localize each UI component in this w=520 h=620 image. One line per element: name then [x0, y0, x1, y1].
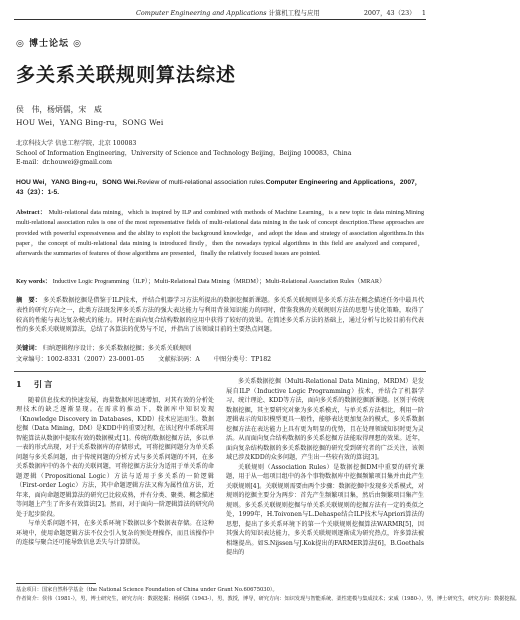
citation: HOU Wei，YANG Bing-ru，SONG Wei.Review of multi-relational association rules.Computer Engineering and Applications，2007，43（23）：1-5.	[16, 179, 422, 197]
running-header-journal: Computer Engineering and Applications 计算机工程与应用	[136, 9, 320, 17]
document-code: 文献标识码：A	[158, 356, 200, 363]
running-header	[14, 5, 426, 19]
keywords-label: Key words：	[16, 278, 52, 285]
affiliation-en: School of Information Engineering，University of Science and Technology Beijing，Beijing 100083，China	[16, 149, 352, 157]
running-header-issue: 2007，43（23） 1	[363, 9, 426, 17]
authors-en: HOU Wei，YANG Bing-ru，SONG Wei	[16, 118, 164, 127]
article-meta	[16, 355, 424, 365]
keywords-cn	[16, 344, 424, 354]
keywords-cn-label: 关键词：	[16, 345, 41, 352]
abstract-label: Abstract：	[16, 209, 47, 216]
header-rule	[14, 19, 426, 20]
paragraph: 随着信息技术的快速发展，海量数据库迅速增加，对其有效的分析处理技术的缺乏逐渐显现。在需求的推动下，数据库中知识发现（Knowledge Discovery in Databases，KDD）技术应运而生。数据挖掘（Data Mining，DM）是KDD中的重要过程，在该过程中系统采用智能算法从数据中提取有效的数据模式[1]。传统的数据挖掘方法，多以单一表的形式出现，对于关系数据库的存储形式，可将挖掘问题分为单关系问题与多关系问题，由于传统问题的分析方式与多关系问题的不同，在多关系数据库中的各个表的关联问题，可将挖掘方法分为适用于单关系的命题逻辑（Propositional Logic）方法与适用于多关系的一阶逻辑（First-order Logic）方法，其中命题逻辑方法又称为属性值方法，近年来，面向命题逻辑算法的研究已比较成熟，并有分类、聚类、概念描述等问题上产生了许多有效算法[2]。然而，对于面向一阶逻辑算法的研究尚处于起步阶段。	[16, 396, 214, 518]
page-number: 1	[421, 9, 426, 17]
meta-rule	[14, 371, 426, 372]
paragraph: 关联规则（Association Rules）是数据挖掘DM中重要的研究课题，用于从一组项目组中的各个事物数据库中挖掘频繁项目集并由此产生关联规则[4]。关联规则需要由两个步骤：数据挖掘中发现多关系模式，对规则的挖掘主要分为两步：首先产生频繁项目集，然后由频繁项目集产生规则。多关系关联规则挖掘与单关系关联规则的挖掘方法有一定的类似之处，1999年，H.Toivonen与L.Dehaspe结合ILP技术与Apriori算法的思想，提出了多关系环境下的第一个关联规则挖掘算法WARMR[5]，因其强大的知识表达能力，多关系关联规则逐渐成为研究热点，许多算法被相继提出。如S.Nijssen与J.Kok提出的FARMER算法[6]，B.Goethals提出的	[226, 463, 424, 556]
footnote-authors: 作者简介：侯伟（1981-），男，博士研究生，研究方向：数据挖掘；杨炳儒（1943-），男，教授，博导，研究方向：知识发现与智能系统、柔性建模与集成技术；宋威（1980-），男，博士研究生，研究方向：数据挖掘。	[16, 595, 520, 602]
abstract-cn-text: 多关系数据挖掘是借鉴于ILP技术，并结合机器学习方法所提出的数据挖掘新课题。多关系关联规则是多关系方法在概念描述任务中最具代表性的研究方向之一，此类方法既发挥多关系方法的强大表达能力与利用背景知识能力的同时，借鉴我熟的关联规则方法的思想与优化策略，取得了较高的性能与表达复杂模式的能力。同时在面向复合结构数据的应用中获得了较好的效果。在简述多关系方法的基础上，通过分析与比较目前有代表性的多关系关联规则算法，总结了各算法的优势与不足，并指出了该领域目前的主要热点问题。	[16, 297, 425, 334]
clc-number: 中图分类号：TP182	[213, 356, 272, 363]
abstract-en	[16, 208, 424, 259]
paper-title: 多关系关联规则算法综述	[16, 64, 237, 86]
affiliation	[16, 139, 376, 168]
footnote-rule	[16, 583, 96, 584]
authors-cn: 侯 伟，杨炳儒，宋 威	[16, 105, 102, 114]
body-column-right	[226, 377, 424, 558]
abstract-cn	[16, 296, 424, 335]
paragraph: 与单关系问题不同，在多关系环境下数据以多个数据表存储。在这种环境中，使用命题逻辑方法不仅会引入复杂的预处理操作，而且该操作中的连接与聚合还可能导致信息丢失与计算错误。	[16, 520, 214, 546]
keywords-cn-text: 归纳逻辑程序设计；多关系数据挖掘；多关系关联规则	[42, 345, 192, 352]
column-tag: ◎ 博士论坛 ◎	[16, 39, 82, 49]
keywords-en	[16, 277, 424, 287]
footnote-funding: 基金项目：国家自然科学基金（the National Science Foundation of China under Grant No.60675030）。	[16, 587, 278, 593]
keywords-text: Inductive Logic Programming（ILP）；Multi-Relational Data Mining（MRDM）；Multi-Relational Association Rules（MRAR）	[52, 278, 386, 285]
abstract-cn-label: 摘 要：	[16, 297, 42, 304]
paragraph: 多关系数据挖掘（Multi-Relational Data Mining，MRDM）是发展自ILP（Inductive Logic Programming）技术，并结合了机器学习、统计理论、KDD等方法，面向多关系的数据挖掘新课题。区别于传统数据挖掘，其主要研究对象为多关系模式，与单关系方法相比，利用一阶逻辑表示的知识模型更具一般性，能够表达更加复杂的模式，多关系数据挖掘方法在表达能力上具有更为明显的优势，且在处理领域知识时更为灵活。从而面向复合结构数据的多关系挖掘方法能取得理想的效果。近年，面向复杂结构数据的多关系数据挖掘的研究受到研究者的广泛关注，该领域已涉及KDD的众多问题，产生出一些较有效的算法[3]。	[226, 378, 424, 461]
abstract-text: Multi-relational data mining，which is inspired by ILP and combined with methods of Machine Learning，is a new topic in data mining.Mining multi-relational association rules is one of the most representative fields of multi-relational data mining in the task of concept description.These approaches are provided with powerful expressiveness and the ability to exploit the background knowledge，and adopt the ideas and strategy of association algorithms.In this paper，the concept of multi-relational data mining is introduced firstly，then the nowadays typical algorithms in this field are analyzed and compared，afterwards the summaries of features of those algorithms are presented，finally the relatively focused issues are pointed.	[16, 209, 425, 257]
footnotes	[16, 586, 520, 603]
body-column-left	[16, 377, 214, 548]
email: E-mail：dr.houwei@gmail.com	[16, 159, 112, 167]
article-number: 文章编号：1002-8331（2007）23-0001-05	[16, 356, 145, 363]
affiliation-cn: 北京科技大学 信息工程学院，北京 100083	[16, 140, 137, 147]
section-heading: 1 引言	[16, 379, 55, 389]
